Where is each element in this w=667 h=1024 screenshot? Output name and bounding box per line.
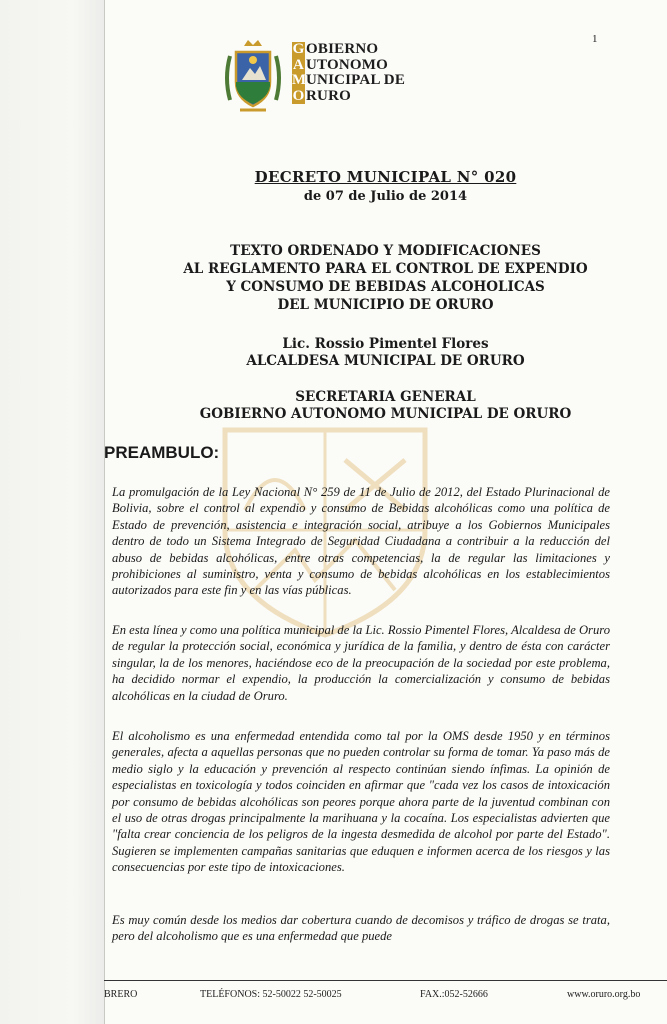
paragraph: El alcoholismo es una enfermedad entendida como tal por la OMS desde 1950 y en términos generales, afecta a aquellas personas que no pueden controlar su forma de tomar. Ya paso más de medio siglo y la educación y prevención al respecto continúan siendo ínfimas. La opinión de especialistas en toxicología y todos coinciden en afirmar que "cada vez los casos de intoxicación por consumo de bebidas alcohólicas son peores porque ahora parte de la juventud combinan con el uso de otras drogas principalmente la marihuana y la cocaína. Los especialistas advierten que "falta crear conciencia de los peligros de la ingesta desmedida de alcohol por parte del Estado". Sugieren se implementen campañas sanitarias que eduquen e informen acerca de los riesgos y las consecuencias por este tipo de intoxicaciones. — [112, 729, 610, 875]
paragraph: La promulgación de la Ley Nacional N° 259 de 11 de Julio de 2012, del Estado Plurinacional de Bolivia, sobre el control al expendio y consumo de Bebidas alcohólicas como una política de Estado de prevención, asistencia e integración social, atribuye a los Gobiernos Municipales dentro de todo un Sistema Integrado de Seguridad Ciudadana a contribuir a la reducción del abuso de bebidas alcohólicas, entre otras competencias, la de regular las limitaciones y prohibiciones al suministro, venta y consumo de bebidas alcohólicas en los establecimientos autorizados para este fin y en las vías públicas. — [112, 485, 610, 598]
institution-name-line — [292, 42, 405, 58]
secretaria-line: GOBIERNO AUTONOMO MUNICIPAL DE ORURO — [199, 406, 572, 422]
scan-margin — [0, 0, 105, 1024]
initial-letter: O — [292, 87, 305, 104]
name-word: RURO — [306, 87, 351, 104]
secretaria-block — [104, 389, 667, 423]
document-title-line: DEL MUNICIPIO DE ORURO — [277, 297, 494, 313]
initial-letter: M — [292, 72, 307, 88]
preambulo-heading: PREAMBULO: — [104, 443, 220, 462]
letterhead — [222, 38, 452, 118]
institution-name — [292, 42, 405, 104]
paragraph: Es muy común desde los medios dar cobertura cuando de decomisos y tráfico de drogas se trata, pero del alcoholismo que es una enfermedad que puede — [112, 913, 610, 944]
footer-website: www.oruro.org.bo — [567, 989, 641, 1000]
coat-of-arms-icon — [222, 38, 284, 116]
institution-name-line — [292, 89, 405, 105]
footer-fax: FAX.:052-52666 — [420, 989, 488, 1000]
document-title-line: TEXTO ORDENADO Y MODIFICACIONES — [230, 243, 541, 259]
author-role: ALCALDESA MUNICIPAL DE ORURO — [246, 353, 525, 369]
page-number: 1 — [592, 33, 598, 45]
name-word: OBIERNO — [306, 41, 379, 57]
secretaria-line: SECRETARIA GENERAL — [295, 389, 476, 405]
name-word: UTONOMO — [306, 56, 388, 73]
institution-name-line — [292, 73, 405, 89]
author-block — [104, 336, 667, 370]
document-title — [104, 242, 667, 314]
paragraph: En esta línea y como una política municipal de la Lic. Rossio Pimentel Flores, Alcaldesa de Oruro de regular la protección social, económica y jurídica de la familia, y dentro de ésta con carácter singular, la de los menores, haciéndose eco de la preocupación de la sociedad por este problema, ha decidido normar el expendio, la producción la comercialización y consumo de bebidas alcohólicas en la ciudad de Oruro. — [112, 623, 610, 703]
footer-phones: TELÉFONOS: 52-50022 52-50025 — [200, 989, 342, 1000]
author-name: Lic. Rossio Pimentel Flores — [282, 336, 489, 352]
name-word: UNICIPAL DE — [306, 72, 406, 88]
footer-divider — [104, 980, 667, 981]
footer-address: BRERO — [104, 989, 138, 1000]
decree-date: de 07 de Julio de 2014 — [303, 189, 468, 204]
initial-letter: G — [292, 41, 305, 57]
institution-name-line — [292, 58, 405, 74]
initial-letter: A — [292, 56, 305, 73]
document-title-line: AL REGLAMENTO PARA EL CONTROL DE EXPENDIO — [183, 261, 588, 277]
document-title-line: Y CONSUMO DE BEBIDAS ALCOHOLICAS — [226, 279, 545, 295]
decree-title: DECRETO MUNICIPAL N° 020 — [254, 168, 517, 186]
